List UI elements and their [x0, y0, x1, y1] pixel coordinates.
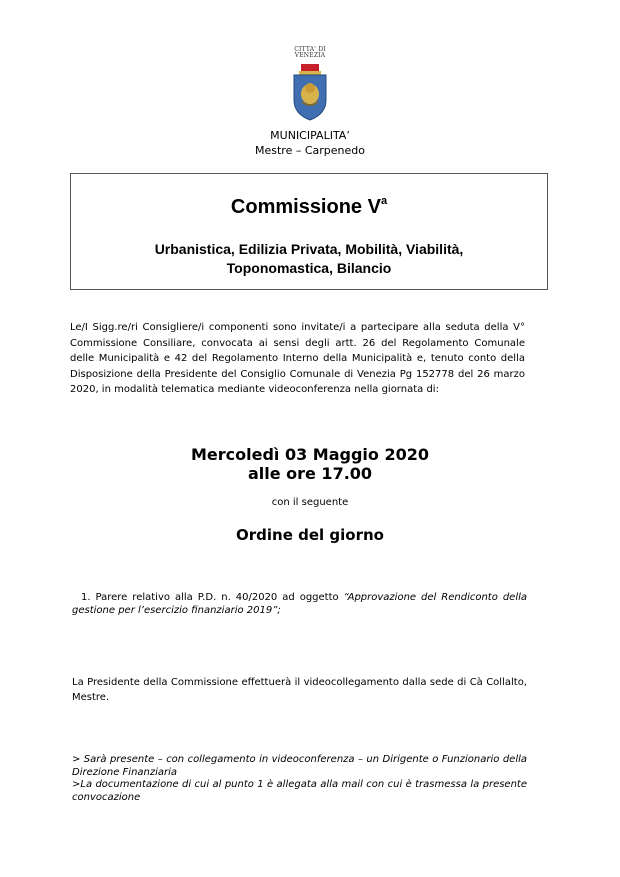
municipality-header — [0, 128, 620, 158]
agenda-item-number: 1. — [81, 592, 91, 603]
intro-paragraph: Le/I Sigg.re/ri Consigliere/i componenti sono invitate/i a partecipare alla seduta della V° Commissione Consiliare, convocata ai sensi degli artt. 26 del Regolamento Comunale delle Municipalità e 42 del Regolamento Interno della Municipalità e, tenuto conto della Disposizione della Presidente del Consiglio Comunale di Venezia Pg 152778 del 26 marzo 2020, in modalità telematica mediante videoconferenza nella giornata di: — [70, 322, 525, 395]
footer-notes — [72, 754, 527, 804]
commission-name: Commissione V — [230, 196, 381, 218]
note-finance-official: > Sarà presente – con collegamento in videoconferenza – un Dirigente o Funzionario della Direzione Finanziaria — [72, 754, 527, 778]
meeting-time: alle ore 17.00 — [247, 464, 373, 483]
meeting-datetime — [0, 445, 620, 483]
agenda-item-text: Parere relativo alla P.D. n. 40/2020 ad oggetto — [95, 592, 344, 603]
commission-superscript: a — [380, 195, 388, 207]
meeting-date: Mercoledì 03 Maggio 2020 — [190, 445, 430, 464]
note-attachment: >La documentazione di cui al punto 1 è allegata alla mail con cui è trasmessa la presente convocazione — [72, 779, 527, 803]
commission-title-box — [70, 173, 548, 290]
logo-caption-line1: CITTA' DI — [294, 46, 326, 53]
following-text: con il seguente — [271, 497, 349, 508]
commission-subtitle: Urbanistica, Edilizia Privata, Mobilità, Viabilità, Toponomastica, Bilancio — [154, 241, 464, 276]
municipality-district: Mestre – Carpenedo — [255, 144, 365, 157]
venice-crest-icon — [280, 44, 340, 124]
logo-caption-line2: VENEZIA — [294, 52, 326, 59]
president-note: La Presidente della Commissione effettuerà il videocollegamento dalla sede di Cà Collalto, Mestre. — [72, 677, 527, 703]
agenda-item — [72, 591, 527, 617]
agenda-item-italic: “Approvazione del Rendiconto della gestione per l’esercizio finanziario 2019”; — [72, 592, 528, 616]
agenda-title: Ordine del giorno — [236, 526, 384, 544]
municipality-name: MUNICIPALITA’ — [270, 129, 350, 142]
commission-title — [71, 188, 547, 220]
